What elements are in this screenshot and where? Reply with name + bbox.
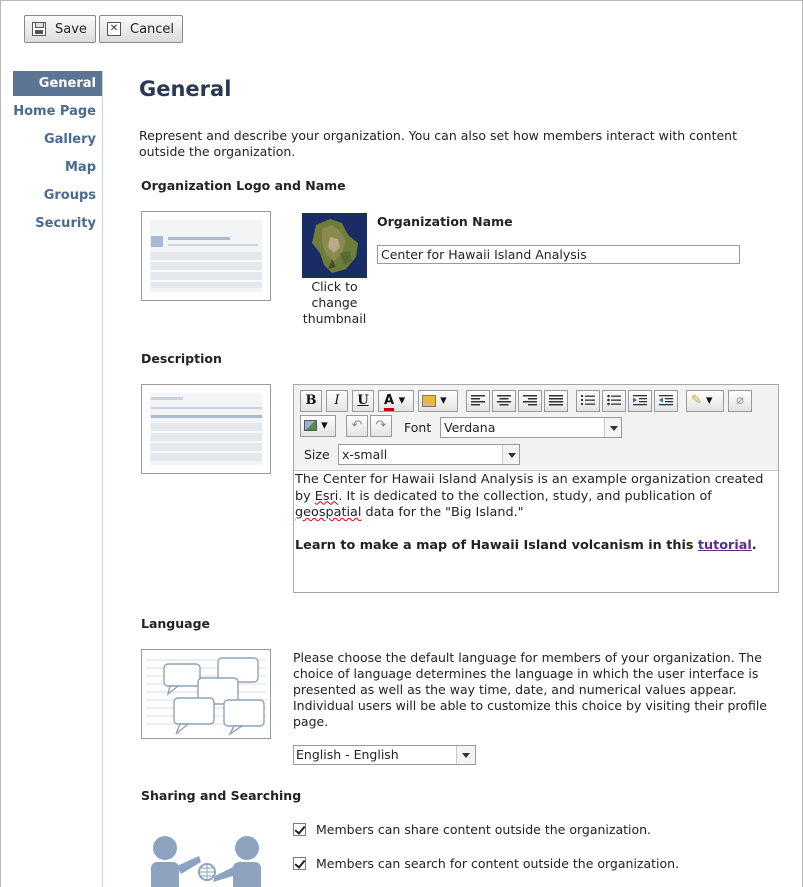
undo-button[interactable] <box>346 415 368 437</box>
outdent-button[interactable] <box>654 390 678 412</box>
redo-icon: ↷ <box>375 418 387 433</box>
align-right-icon <box>523 394 537 406</box>
justify-icon <box>549 394 563 406</box>
organization-name-label: Organization Name <box>377 214 513 229</box>
font-color-button[interactable]: A ▾ <box>378 390 414 412</box>
chevron-down-icon <box>604 418 621 437</box>
underline-button[interactable]: U <box>352 390 374 412</box>
save-label: Save <box>55 21 87 37</box>
sidebar-item-security[interactable]: Security <box>35 216 96 231</box>
description-editor[interactable] <box>293 384 779 593</box>
font-label: Font <box>404 420 432 435</box>
sidebar-item-map[interactable]: Map <box>64 160 96 175</box>
unlink-button[interactable] <box>728 390 752 412</box>
sidebar-item-groups[interactable]: Groups <box>43 188 96 203</box>
cancel-button[interactable] <box>99 15 183 43</box>
numbered-list-button[interactable] <box>576 390 600 412</box>
thumbnail-caption-link[interactable]: Click to change thumbnail <box>302 279 367 326</box>
pencil-icon: ✎ <box>691 393 702 408</box>
bullet-list-icon <box>607 394 621 406</box>
indent-button[interactable] <box>628 390 652 412</box>
description-text: geospatial <box>295 505 362 520</box>
unlink-icon: ⌀ <box>736 393 744 408</box>
share-outside-label: Members can share content outside the organization. <box>316 822 652 837</box>
page-title: General <box>139 77 232 101</box>
chevron-down-icon <box>456 746 475 764</box>
language-description: Please choose the default language for members of your organization. The choice of language determines the language in which the user interface is presented as well as the way time, date, and numerical values appear. Individual users will be able to customize this choice by visiting their profile page. <box>293 650 767 729</box>
description-bold-text: Learn to make a map of Hawaii Island volcanism in this <box>295 537 698 553</box>
search-outside-label: Members can search for content outside the organization. <box>316 856 680 871</box>
chevron-down-icon <box>502 445 519 464</box>
tutorial-link[interactable]: tutorial <box>697 537 752 553</box>
sidebar-item-gallery[interactable]: Gallery <box>43 132 96 147</box>
highlight-color-button[interactable]: ▾ <box>418 390 458 412</box>
redo-button[interactable] <box>370 415 392 437</box>
font-select[interactable] <box>440 417 622 438</box>
align-left-icon <box>471 394 485 406</box>
undo-icon: ↶ <box>351 418 363 433</box>
share-outside-option[interactable] <box>293 822 651 837</box>
organization-thumbnail[interactable] <box>302 213 367 278</box>
indent-icon <box>633 394 647 406</box>
align-center-button[interactable] <box>492 390 516 412</box>
description-text: . It is dedicated to the collection, study, and publication of <box>338 488 712 504</box>
sidebar-divider <box>102 71 103 887</box>
insert-image-button[interactable]: ▾ <box>300 415 336 437</box>
bold-button[interactable]: B <box>300 390 322 412</box>
image-icon <box>304 420 317 431</box>
font-color-icon: A <box>384 393 394 411</box>
sidebar-item-home-page[interactable]: Home Page <box>13 104 96 119</box>
justify-button[interactable] <box>544 390 568 412</box>
page-intro: Represent and describe your organization. You can also set how members interact with content outside the organization. <box>139 128 737 159</box>
description-text: The Center for Hawaii Island Analysis is an example organization created by <box>295 472 764 504</box>
font-select-value: Verdana <box>444 420 496 435</box>
highlight-icon <box>422 395 436 407</box>
size-label: Size <box>304 447 330 462</box>
italic-button[interactable]: I <box>326 390 348 412</box>
link-button[interactable]: ✎ ▾ <box>686 390 724 412</box>
size-select[interactable] <box>338 444 520 465</box>
cancel-label: Cancel <box>130 21 175 37</box>
description-text: Esri <box>314 488 339 504</box>
language-illustration <box>141 649 271 739</box>
save-icon <box>32 22 46 36</box>
search-outside-checkbox[interactable] <box>293 857 306 870</box>
language-section-heading: Language <box>141 616 211 631</box>
logo-preview-illustration <box>141 211 271 301</box>
outdent-icon <box>659 394 673 406</box>
editor-content[interactable] <box>295 472 779 554</box>
align-left-button[interactable] <box>466 390 490 412</box>
close-icon: ✕ <box>107 22 121 36</box>
logo-section-heading: Organization Logo and Name <box>141 178 346 193</box>
description-bold-text-end: . <box>751 537 757 553</box>
sharing-section-heading: Sharing and Searching <box>141 788 302 803</box>
size-select-value: x-small <box>342 447 388 462</box>
language-select-value: English - English <box>296 747 399 762</box>
organization-name-input[interactable] <box>377 245 740 264</box>
search-outside-option[interactable] <box>293 856 679 871</box>
sidebar-nav <box>13 71 102 239</box>
align-right-button[interactable] <box>518 390 542 412</box>
align-center-icon <box>497 394 511 406</box>
numbered-list-icon <box>581 394 595 406</box>
description-preview-illustration <box>141 384 271 474</box>
sidebar-item-general[interactable]: General <box>13 71 102 96</box>
save-button[interactable] <box>24 15 96 43</box>
sharing-illustration <box>141 832 271 887</box>
description-text: data for the "Big Island." <box>361 505 524 520</box>
share-outside-checkbox[interactable] <box>293 823 306 836</box>
description-section-heading: Description <box>141 351 222 366</box>
bullet-list-button[interactable] <box>602 390 626 412</box>
language-select[interactable] <box>293 745 476 765</box>
editor-toolbar <box>294 385 778 471</box>
